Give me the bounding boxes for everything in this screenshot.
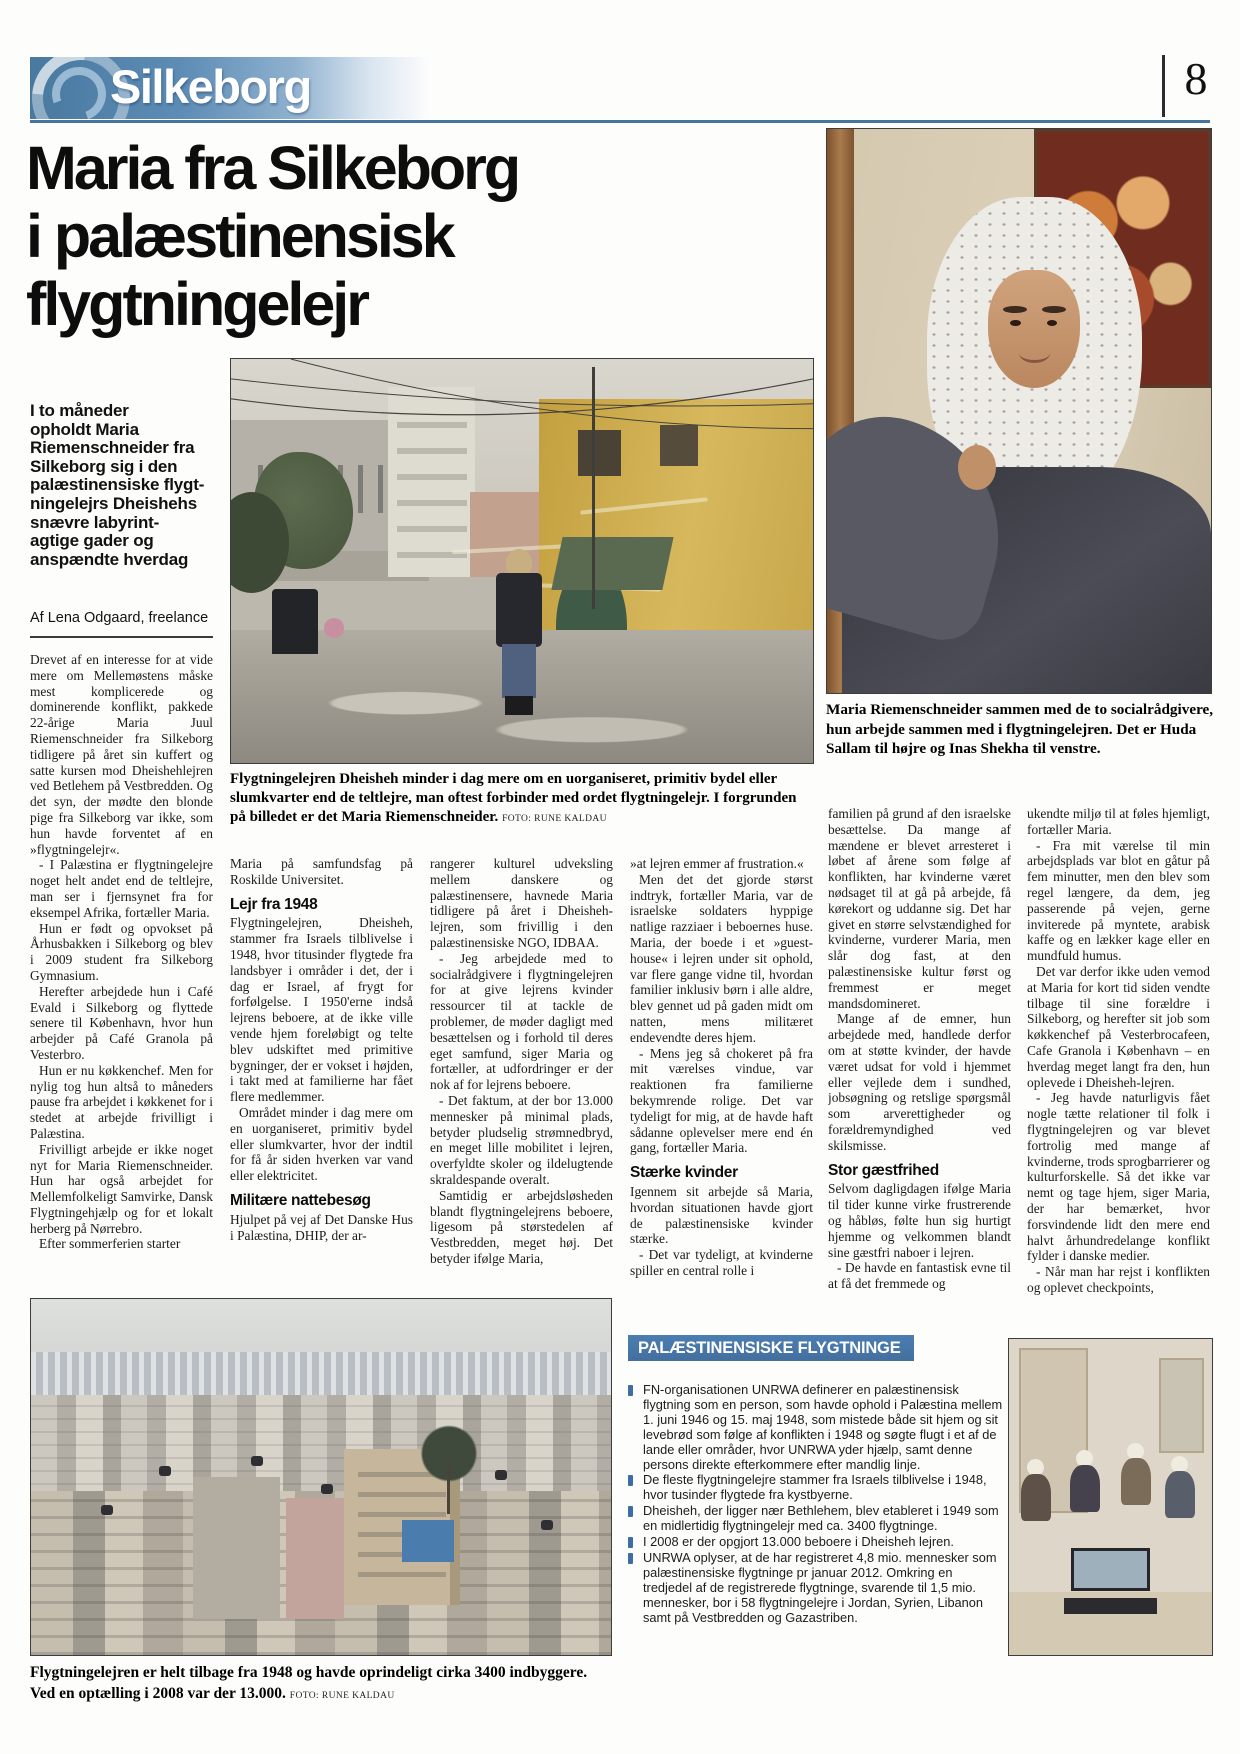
body-paragraph: Drevet af en interesse for at vide mere om Mellemøstens måske mest komplicerede og dominerende konflikt, pakkede 22-årige Maria Juul Riemenschneider fra Silkeborg tidligere på året sin kuffert og satte kursen mod Dheishehlejren ved Betlehem på Vestbredden. Og det syn, der mødte den blonde pige fra Silkeborg var ikke, som hun havde forventet af en »flygtningelejr«. bbox=[30, 652, 213, 857]
caption-text: Flygtningelejren er helt tilbage fra 1948 og havde oprindeligt cirka 3400 indbyggere. Ved en optælling i 2008 var der 13.000. bbox=[30, 1664, 588, 1702]
panorama-photo-caption bbox=[30, 1663, 615, 1706]
body-paragraph: Flygtningelejren, Dheisheh, stammer fra Israels tilblivelse i 1948, hvor titusinder flygtede fra landsbyer i områder i det, der i dag er Israel, af frygt for forfølgelse. I 1950'erne indså lejrens beboere, at de ikke ville vende hjem foreløbigt og telte blev udskiftet med primitive bygninger, der er vokset i højden, i takt med at familierne har fået flere medlemmer. bbox=[230, 915, 413, 1105]
headline: Maria fra Silkeborg i palæstinensisk flygtningelejr bbox=[26, 134, 519, 338]
water-tank-shape bbox=[251, 1456, 263, 1466]
body-paragraph: - I Palæstina er flygtningelejre noget helt andet end de teltlejre, man ser i fjernsynet fra for eksempel Afrika, fortæller Maria. bbox=[30, 857, 213, 920]
water-tank-shape bbox=[159, 1466, 171, 1476]
bullet-square-icon bbox=[628, 1506, 633, 1517]
body-paragraph: - Når man har rejst i konflikten og oplevet checkpoints, bbox=[1027, 1264, 1210, 1295]
body-paragraph: Hjulpet på vej af Det Danske Hus i Palæstina, DHIP, der ar- bbox=[230, 1211, 413, 1243]
body-paragraph: Selvom dagligdagen ifølge Maria til tider kunne virke frustrerende og håbløs, følte hun sig hurtigt hjemme og velkommen blandt sine gæstfri naboer i lejren. bbox=[828, 1181, 1011, 1260]
body-paragraph: Det var derfor ikke uden vemod at Maria for kort tid siden vendte tilbage til sine forældre i Silkeborg, og herefter sit job som køkkenchef på Vesterbrocafeen, Cafe Granola i København – en hverdag meget langt fra den, hun oplevede i Dheisheh-lejren. bbox=[1027, 963, 1210, 1090]
factbox-item bbox=[628, 1383, 1004, 1472]
body-paragraph: Men det det gjorde størst indtryk, fortæller Maria, var de israelske soldaters hyppige natlige razziaer i beboernes huse. Maria, der boede i et »guest-house« i lejren under sit ophold, var flere gange vidne til, hvordan familier inklusiv børn i alle aldre, blev gennet ud på gaden midt om natten, mens militæret endevendte deres hjem. bbox=[630, 871, 813, 1045]
portrait-photo-caption: Maria Riemenschneider sammen med de to socialrådgivere, hun arbejde sammen med i flygtningelejren. Det er Huda Sallam til højre og Inas Shekha til venstre. bbox=[826, 701, 1214, 757]
page-number: 8 bbox=[1184, 53, 1208, 104]
water-tank-shape bbox=[321, 1484, 333, 1494]
palm-tree-shape bbox=[420, 1416, 478, 1491]
factbox-items bbox=[628, 1383, 1004, 1626]
section-subhead: Lejr fra 1948 bbox=[230, 895, 318, 913]
bullet-square-icon bbox=[628, 1385, 633, 1396]
factbox-item-text: Dheisheh, der ligger nær Bethlehem, blev etableret i 1949 som en midlertidig flygtningelejr med ca. 3400 flygtninge. bbox=[643, 1503, 999, 1534]
photo-credit: FOTO: RUNE KALDAU bbox=[289, 1690, 395, 1701]
byline: Af Lena Odgaard, freelance bbox=[30, 610, 209, 626]
body-column-3 bbox=[430, 856, 613, 1316]
factbox-item bbox=[628, 1473, 1004, 1503]
factbox-item-text: UNRWA oplyser, at de har registreret 4,8 mio. mennesker som palæstinensiske flygtninge pr januar 2012. Omkring en tredjedel af de registrerede flygtninge, svarende til 1,5 mio. mennesker, bor i 58 flygtningelejre i Jordan, Syrien, Libanon samt på Vestbredden og Gazastriben. bbox=[643, 1549, 997, 1625]
bullet-square-icon bbox=[628, 1475, 633, 1486]
mid-buildings-texture bbox=[31, 1395, 611, 1498]
masthead-brand-box bbox=[30, 57, 430, 119]
factbox-item bbox=[628, 1535, 1004, 1550]
body-paragraph: - Det var tydeligt, at kvinderne spiller en central rolle i bbox=[630, 1247, 813, 1278]
section-subhead: Militære nattebesøg bbox=[230, 1191, 371, 1209]
body-paragraph: - Mens jeg så chokeret på fra mit værelses vindue, var reaktionen fra familierne bekymrende rolige. Det var tydeligt for mig, at de havde haft sådanne oplevelser mere end én gang, fortæller Maria. bbox=[630, 1045, 813, 1156]
window-shape bbox=[1159, 1358, 1204, 1453]
group-photo bbox=[1008, 1338, 1213, 1656]
body-paragraph: Hun er født og opvokset på Århusbakken i Silkeborg og blev i 2009 student fra Silkeborg Gymnasium. bbox=[30, 920, 213, 983]
caption-text: Flygtningelejren Dheisheh minder i dag mere om en uorganiseret, primitiv bydel eller slumkvarter end de teltlejre, man oftest forbinder med ordet flygtningelejr. I forgrunden på billedet er det Maria Riemenschneider. bbox=[230, 771, 797, 825]
factbox-item bbox=[628, 1504, 1004, 1534]
body-paragraph: - Det faktum, at der bor 13.000 mennesker på minimal plads, betyder pludselig strømnedbryd, en meget lille mobilitet i lejren, overfyldte skoler og ildelugtende skraldespande overalt. bbox=[430, 1092, 613, 1187]
pink-building-shape bbox=[286, 1498, 344, 1619]
body-paragraph: rangerer kulturel udveksling mellem danskere og palæstinensere, havnede Maria tidligere på året i Dheisheh-lejren, som frivillig i den palæstinensiske NGO, IDBAA. bbox=[430, 856, 613, 950]
section-subhead: Stærke kvinder bbox=[630, 1164, 738, 1182]
panorama-photo bbox=[30, 1298, 612, 1656]
body-paragraph: - Fra mit værelse til min arbejdsplads var blot en gåtur på fem minutter, men den blev som regel længere, da dem, jeg passerende på vejen, gerne inviterede på myntete, arabisk kaffe og en lækker kage eller en mundfuld humus. bbox=[1027, 837, 1210, 964]
body-paragraph: Mange af de emner, hun arbejdede med, handlede derfor om at støtte kvinder, der havde været udsat for vold i hjemmet eller vejlede dem i sundhed, jobsøgning og retslige spørgsmål som arverettigheder og forældremyndighed ved skilsmisse. bbox=[828, 1011, 1011, 1153]
body-column-1 bbox=[30, 652, 213, 1304]
bullet-square-icon bbox=[628, 1537, 633, 1548]
hand-shape bbox=[958, 445, 996, 490]
body-paragraph: - Jeg arbejdede med to socialrådgivere i flygtningelejren for at give lejrens kvinder ressourcer til at tackle de problemer, de møder dagligt med besættelsen og i forhold til deres eget samfund, siger Maria og fortæller, at udfordringer er der nok af for lejrens beboere. bbox=[430, 950, 613, 1093]
factbox-title: PALÆSTINENSISKE FLYGTNINGE bbox=[628, 1335, 914, 1361]
masthead-rule bbox=[30, 120, 1210, 123]
factbox-item bbox=[628, 1551, 1004, 1626]
gray-building-shape bbox=[193, 1477, 280, 1619]
byline-rule bbox=[30, 636, 213, 638]
body-paragraph: - De havde en fantastisk evne til at få det fremmede og bbox=[828, 1260, 1011, 1292]
seated-woman-shape bbox=[1021, 1459, 1051, 1521]
seated-woman-shape bbox=[1121, 1443, 1151, 1505]
street-photo bbox=[230, 358, 814, 764]
body-paragraph: familien på grund af den israelske besættelse. Da mange af mændene er blevet arresteret i løbet af årene som følge af konflikten, har kvinderne været nødsaget til at gå på arbejde, få kørekort og uddanne sig. Det har givet en større selvstændighed for kvinderne, vurderer Maria, men slår dog fast, at den palæstinensiske kultur først og fremmest er meget mandsdomineret. bbox=[828, 806, 1011, 1011]
seated-woman-shape bbox=[1070, 1450, 1100, 1512]
factbox bbox=[628, 1335, 1004, 1627]
body-paragraph: »at lejren emmer af frustration.« bbox=[630, 856, 804, 871]
body-paragraph: Igennem sit arbejde så Maria, hvordan situationen havde gjort de palæstinensiske kvinder stærke. bbox=[630, 1183, 813, 1247]
body-paragraph: Frivilligt arbejde er ikke noget nyt for Maria Riemenschneider. Hun har også arbejdet for Mellemfolkeligt Samvirke, Dansk Flygtningehjælp og for et lokalt herberg på Nørrebro. bbox=[30, 1141, 213, 1236]
body-paragraph: Samtidig er arbejdsløsheden blandt flygtningelejrens beboere, ligesom på størstedelen af Vestbredden, meget høj. Det betyder ifølge Maria, bbox=[430, 1187, 613, 1266]
body-paragraph: Herefter arbejdede hun i Café Evald i Silkeborg og flyttede senere til København, hvor hun arbejder på Café Granola på Vesterbro. bbox=[30, 983, 213, 1062]
factbox-item-text: FN-organisationen UNRWA definerer en palæstinensisk flygtning som en person, som havde ophold i Palæstina mellem 1. juni 1946 og 15. maj 1948, som mistede både sit hjem og sit levebrød som følge af konflikten i 1948 og søgte flugt i et af de lande eller områder, hvor UNRWA yder hjælp, samt denne persons direkte efterkommere efter mandlig linje. bbox=[643, 1382, 1003, 1472]
distant-city-shape bbox=[31, 1352, 611, 1398]
body-column-6 bbox=[1027, 806, 1210, 1340]
bullet-square-icon bbox=[628, 1553, 633, 1564]
body-paragraph: ukendte miljø til at føles hjemligt, fortæller Maria. bbox=[1027, 806, 1210, 837]
body-paragraph: Området minder i dag mere om en uorganiseret, primitiv bydel eller slumkvarter, hvor der indtil for få år siden hverken var vand eller elektricitet. bbox=[230, 1104, 413, 1184]
body-paragraph: Maria på samfundsfag på Roskilde Universitet. bbox=[230, 856, 413, 887]
laptop-shape bbox=[1064, 1548, 1157, 1614]
factbox-item-text: De fleste flygtningelejre stammer fra Israels tilblivelse i 1948, hvor tusinder flygtede fra kystbyerne. bbox=[643, 1472, 987, 1503]
portrait-photo bbox=[826, 128, 1212, 694]
body-paragraph: Hun er nu køkkenchef. Men for nylig tog hun altså to måneders pause fra arbejdet i køkkenet for i stedet at arbejde frivilligt i Palæstina. bbox=[30, 1062, 213, 1141]
blue-tarp-shape bbox=[402, 1520, 454, 1563]
street-photo-caption bbox=[230, 770, 815, 829]
seated-woman-shape bbox=[1165, 1456, 1195, 1518]
body-column-4 bbox=[630, 856, 813, 1320]
body-column-5 bbox=[828, 806, 1011, 1338]
brand-logo: Silkeborg bbox=[110, 60, 311, 113]
section-subhead: Stor gæstfrihed bbox=[828, 1161, 939, 1179]
photo-credit: FOTO: RUNE KALDAU bbox=[502, 814, 607, 824]
page-number-divider bbox=[1162, 55, 1165, 117]
walking-woman-shape bbox=[496, 549, 543, 719]
standfirst: I to måneder opholdt Maria Riemenschneider fra Silkeborg sig i den palæstinensiske flygt- ningelejrs Dheishehs snævre labyrint- agtige gader og anspændte hverdag bbox=[30, 401, 205, 569]
water-tank-shape bbox=[541, 1520, 553, 1530]
factbox-item-text: I 2008 er der opgjort 13.000 beboere i Dheisheh lejren. bbox=[643, 1534, 954, 1550]
water-tank-shape bbox=[101, 1505, 113, 1515]
body-paragraph: - Jeg havde naturligvis fået nogle tætte relationer til folk i flygtningelejren og var blevet fortrolig med mange af kvinderne, trods sprogbarrierer og kulturforskelle. Så det ikke var nemt og tage hjem, siger Maria, der har bemærket, hvor forsvindende lidt den mere end halvt århundredelange konflikt fylder i danske medier. bbox=[1027, 1090, 1210, 1264]
body-paragraph: Efter sommerferien starter bbox=[39, 1236, 181, 1252]
water-tank-shape bbox=[495, 1470, 507, 1480]
body-column-2 bbox=[230, 856, 413, 1316]
